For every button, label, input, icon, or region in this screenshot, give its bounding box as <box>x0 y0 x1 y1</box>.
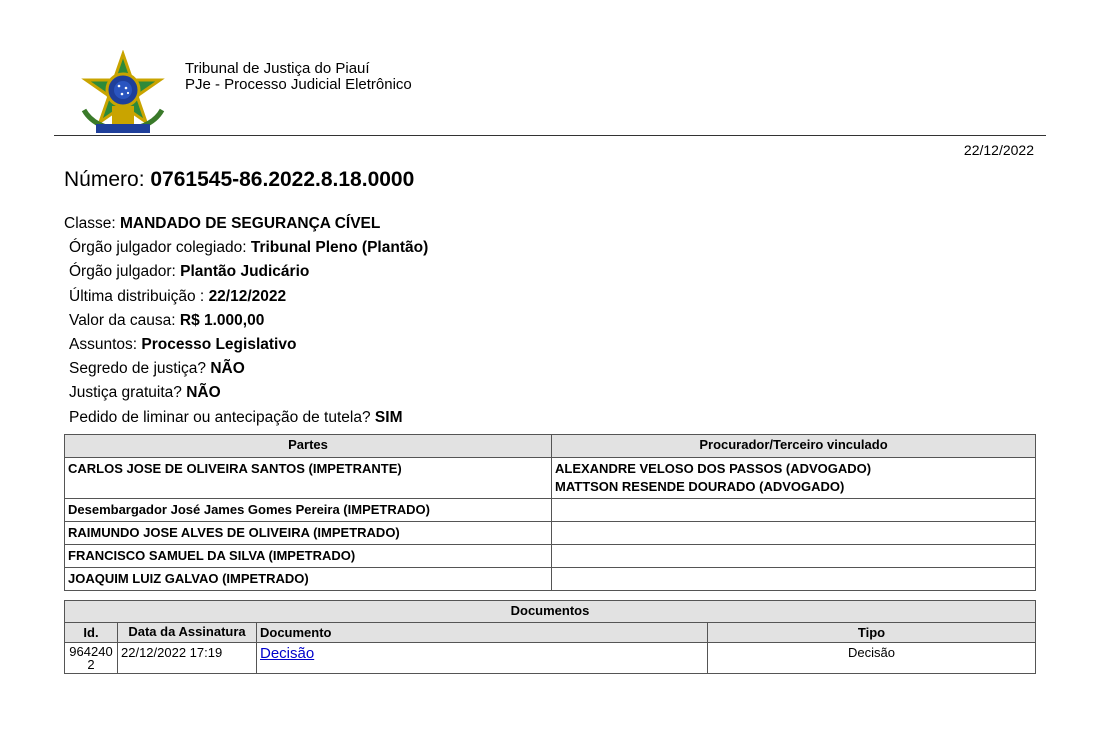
field-orgao-julgador <box>64 260 428 284</box>
field-value: NÃO <box>186 384 221 402</box>
field-value: SIM <box>374 408 403 426</box>
party-name: JOAQUIM LUIZ GALVAO (IMPETRADO) <box>65 568 552 591</box>
table-row <box>65 522 1036 545</box>
process-details <box>64 212 428 430</box>
document-id: 9642402 <box>65 643 118 674</box>
table-row <box>65 458 1036 499</box>
field-label: Órgão julgador: <box>69 263 176 281</box>
party-attorneys <box>552 522 1036 545</box>
field-label: Assuntos: <box>69 336 138 354</box>
field-label: Classe: <box>64 215 116 232</box>
court-name: Tribunal de Justiça do Piauí <box>185 60 370 77</box>
field-label: Segredo de justiça? <box>69 360 207 378</box>
party-attorneys <box>552 568 1036 591</box>
field-valor-causa <box>64 309 428 333</box>
table-row <box>65 499 1036 522</box>
document-type: Decisão <box>708 643 1036 674</box>
table-row <box>65 643 1036 674</box>
parties-table <box>64 434 1036 591</box>
document-link[interactable]: Decisão <box>260 645 315 662</box>
brazil-coat-of-arms-icon <box>74 50 172 136</box>
field-assuntos <box>64 333 428 357</box>
field-label: Pedido de liminar ou antecipação de tutela? <box>69 408 371 426</box>
process-number-value: 0761545-86.2022.8.18.0000 <box>150 168 415 191</box>
process-number <box>64 168 414 192</box>
table-row <box>65 568 1036 591</box>
col-documento-header: Documento <box>257 623 708 643</box>
attorney-name: MATTSON RESENDE DOURADO (ADVOGADO) <box>555 479 845 494</box>
field-value: 22/12/2022 <box>208 287 287 305</box>
field-segredo-justica <box>64 357 428 381</box>
field-pedido-liminar <box>64 406 428 430</box>
process-number-label: Número: <box>64 168 145 191</box>
system-name: PJe - Processo Judicial Eletrônico <box>185 76 412 93</box>
field-value: R$ 1.000,00 <box>179 311 265 329</box>
party-name: Desembargador José James Gomes Pereira (IMPETRADO) <box>65 499 552 522</box>
field-label: Valor da causa: <box>69 311 176 329</box>
documents-header-row <box>65 623 1036 643</box>
col-id-header: Id. <box>65 623 118 643</box>
field-classe <box>64 212 428 236</box>
col-data-label: Data da Assinatura <box>128 624 246 639</box>
field-label: Última distribuição : <box>69 287 205 305</box>
document-date: 22/12/2022 <box>963 142 1034 158</box>
col-partes-header: Partes <box>65 435 552 458</box>
field-label: Órgão julgador colegiado: <box>69 239 247 257</box>
documents-table <box>64 600 1036 674</box>
field-value: Processo Legislativo <box>141 336 297 354</box>
field-value: NÃO <box>210 360 245 378</box>
header-divider <box>54 135 1046 136</box>
field-value: Plantão Judicário <box>180 263 310 281</box>
col-data-header <box>118 623 257 643</box>
party-attorneys <box>552 499 1036 522</box>
field-ultima-distribuicao <box>64 285 428 309</box>
documents-title: Documentos <box>65 601 1036 623</box>
party-name: CARLOS JOSE DE OLIVEIRA SANTOS (IMPETRANTE) <box>65 458 552 499</box>
col-procurador-header: Procurador/Terceiro vinculado <box>552 435 1036 458</box>
document-header <box>0 0 1100 136</box>
attorney-name: ALEXANDRE VELOSO DOS PASSOS (ADVOGADO) <box>555 461 872 476</box>
field-value: MANDADO DE SEGURANÇA CÍVEL <box>120 215 381 232</box>
field-orgao-colegiado <box>64 236 428 260</box>
field-justica-gratuita <box>64 381 428 405</box>
field-label: Justiça gratuita? <box>69 384 182 402</box>
field-value: Tribunal Pleno (Plantão) <box>250 239 429 257</box>
document-name-cell <box>257 643 708 674</box>
table-row <box>65 545 1036 568</box>
party-attorneys <box>552 545 1036 568</box>
col-tipo-header: Tipo <box>708 623 1036 643</box>
party-name: RAIMUNDO JOSE ALVES DE OLIVEIRA (IMPETRADO) <box>65 522 552 545</box>
document-signature-date: 22/12/2022 17:19 <box>118 643 257 674</box>
documents-title-row <box>65 601 1036 623</box>
court-identification <box>185 61 412 93</box>
parties-header-row <box>65 435 1036 458</box>
party-name: FRANCISCO SAMUEL DA SILVA (IMPETRADO) <box>65 545 552 568</box>
party-attorneys <box>552 458 1036 499</box>
